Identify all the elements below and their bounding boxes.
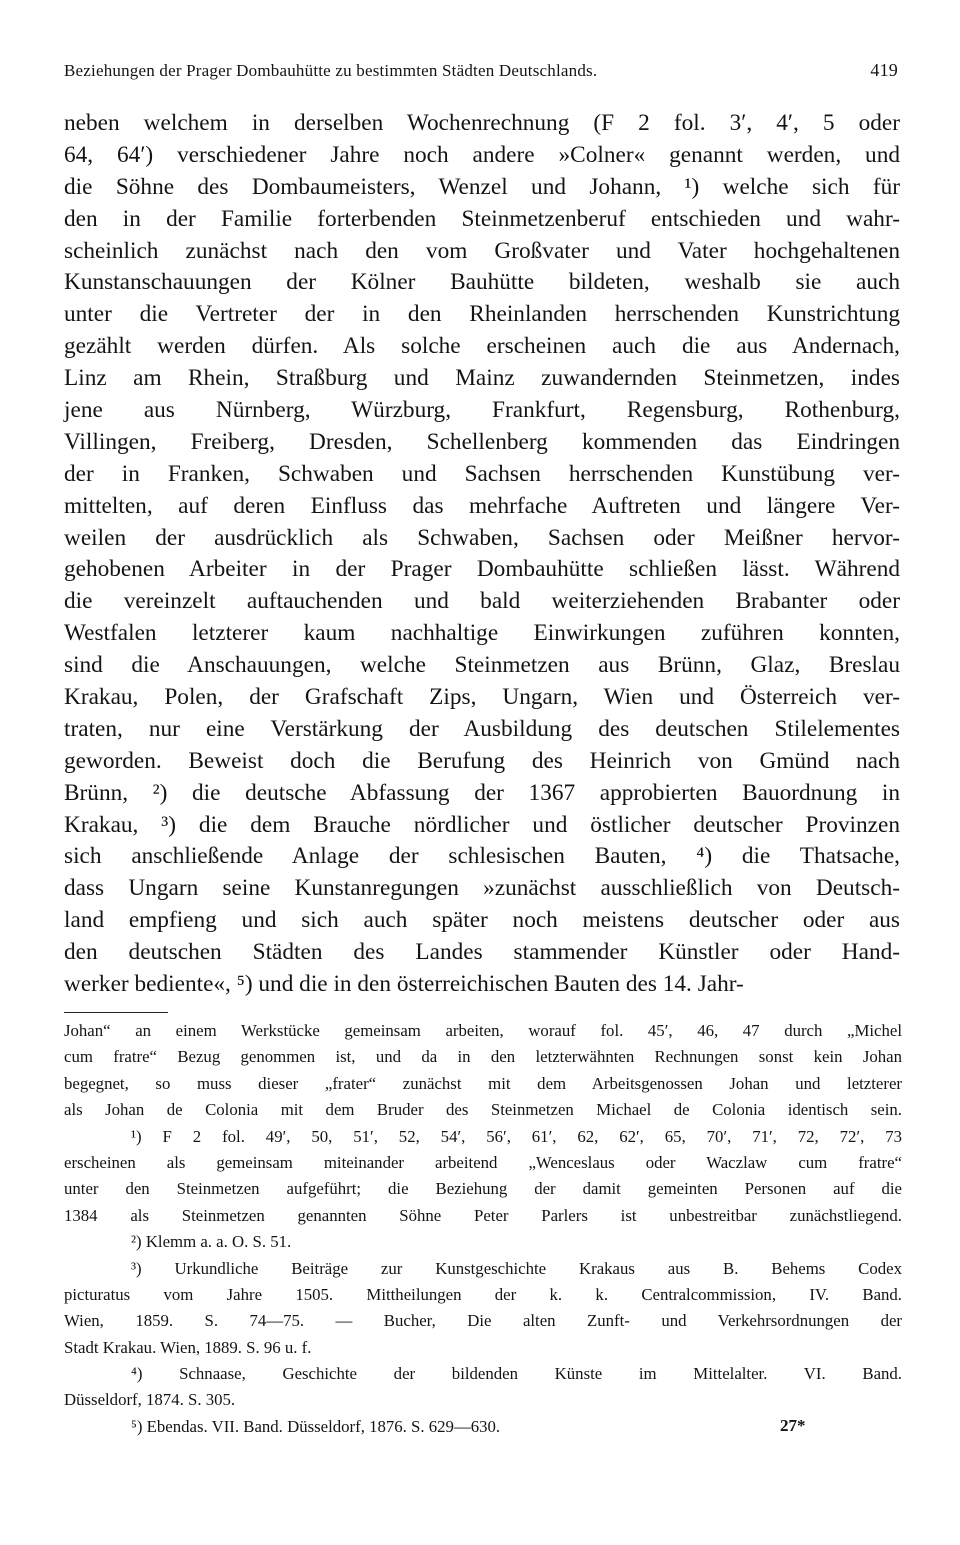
body-line: Kunstanschauungen der Kölner Bauhütte bildeten, weshalb sie auch: [64, 269, 900, 296]
running-title: Beziehungen der Prager Dombauhütte zu bestimmten Städten Deutschlands.: [64, 61, 598, 80]
footnote-line: unter den Steinmetzen aufgeführt; die Beziehung der damit gemeinten Personen auf die: [64, 1179, 902, 1199]
footnote-line: als Johan de Colonia mit dem Bruder des Steinmetzen Michael de Colonia identisch sein.: [64, 1100, 902, 1120]
body-line: gezählt werden dürfen. Als solche erscheinen auch die aus Andernach,: [64, 333, 900, 360]
footnote-line: ⁵) Ebendas. VII. Band. Düsseldorf, 1876. S. 629—630.: [131, 1416, 501, 1436]
body-line: die vereinzelt auftauchenden und bald weiterziehenden Brabanter oder: [64, 588, 900, 615]
body-line: sich anschließende Anlage der schlesischen Bauten, ⁴) die Thatsache,: [64, 843, 900, 870]
footnote-line: cum fratre“ Bezug genommen ist, und da in den letzterwähnten Rechnungen sonst kein Johan: [64, 1047, 902, 1067]
signature-mark: 27*: [780, 1416, 806, 1435]
body-line: Brünn, ²) die deutsche Abfassung der 1367 approbierten Bauordnung in: [64, 779, 900, 806]
body-line: weilen der ausdrücklich als Schwaben, Sachsen oder Meißner hervor-: [64, 524, 900, 551]
body-line: der in Franken, Schwaben und Sachsen herrschenden Kunstübung ver-: [64, 460, 900, 487]
footnote-rule: [64, 1012, 168, 1013]
footnote-line: 1384 als Steinmetzen genannten Söhne Peter Parlers ist unbestreitbar zunächstliegend.: [64, 1205, 902, 1225]
body-line: Villingen, Freiberg, Dresden, Schellenberg kommenden das Eindringen: [64, 428, 900, 455]
body-line: 64, 64′) verschiedener Jahre noch andere »Colner« genannt werden, und: [64, 141, 900, 168]
body-line: traten, nur eine Verstärkung der Ausbildung des deutschen Stilelementes: [64, 715, 900, 742]
footnote-line: ⁴) Schnaase, Geschichte der bildenden Künste im Mittelalter. VI. Band.: [131, 1364, 902, 1384]
body-line: werker bediente«, ⁵) und die in den österreichischen Bauten des 14. Jahr-: [64, 971, 744, 998]
footnote-line: ²) Klemm a. a. O. S. 51.: [131, 1232, 292, 1252]
body-line: neben welchem in derselben Wochenrechnung (F 2 fol. 3′, 4′, 5 oder: [64, 110, 900, 136]
body-line: den deutschen Städten des Landes stammender Künstler oder Hand-: [64, 939, 900, 966]
body-line: Krakau, Polen, der Grafschaft Zips, Ungarn, Wien und Österreich ver-: [64, 684, 900, 711]
body-line: geworden. Beweist doch die Berufung des Heinrich von Gmünd nach: [64, 747, 900, 774]
body-line: unter die Vertreter der in den Rheinlanden herrschenden Kunstrichtung: [64, 301, 900, 328]
body-line: mittelten, auf deren Einfluss das mehrfache Auftreten und längere Ver-: [64, 492, 900, 519]
body-text: [64, 108, 900, 1001]
footnote-line: Stadt Krakau. Wien, 1889. S. 96 u. f.: [64, 1337, 312, 1357]
body-line: gehobenen Arbeiter in der Prager Dombauhütte schließen lässt. Während: [64, 556, 900, 583]
footnote-line: ¹) F 2 fol. 49′, 50, 51′, 52, 54′, 56′, 61′, 62, 62′, 65, 70′, 71′, 72, 72′, 73: [131, 1126, 902, 1146]
body-line: scheinlich zunächst nach den vom Großvater und Vater hochgehaltenen: [64, 237, 900, 264]
body-line: sind die Anschauungen, welche Steinmetzen aus Brünn, Glaz, Breslau: [64, 652, 900, 679]
body-line: Linz am Rhein, Straßburg und Mainz zuwandernden Steinmetzen, indes: [64, 365, 900, 392]
footnote-line: picturatus vom Jahre 1505. Mittheilungen der k. k. Centralcommission, IV. Band.: [64, 1284, 902, 1304]
body-line: dass Ungarn seine Kunstanregungen »zunächst ausschließlich von Deutsch-: [64, 875, 900, 902]
footnote-line: Düsseldorf, 1874. S. 305.: [64, 1390, 236, 1410]
footnotes: [64, 1018, 902, 1440]
body-line: den in der Familie forterbenden Steinmetzenberuf entschieden und wahr-: [64, 205, 900, 232]
body-line: die Söhne des Dombaumeisters, Wenzel und Johann, ¹) welche sich für: [64, 173, 900, 200]
body-line: jene aus Nürnberg, Würzburg, Frankfurt, Regensburg, Rothenburg,: [64, 397, 900, 424]
body-line: Westfalen letzterer kaum nachhaltige Einwirkungen zuführen konnten,: [64, 620, 900, 647]
page-number: 419: [870, 60, 898, 80]
body-line: Krakau, ³) die dem Brauche nördlicher und östlicher deutscher Provinzen: [64, 811, 900, 838]
footnote-line: Johan“ an einem Werkstücke gemeinsam arbeiten, worauf fol. 45′, 46, 47 durch „Michel: [64, 1021, 902, 1040]
body-line: land empfieng und sich auch später noch meistens deutscher oder aus: [64, 907, 900, 934]
footnote-line: begegnet, so muss dieser „frater“ zunächst mit dem Arbeitsgenossen Johan und letzterer: [64, 1073, 902, 1093]
running-head: [64, 60, 898, 90]
footnote-line: ³) Urkundliche Beiträge zur Kunstgeschichte Krakaus aus B. Behems Codex: [131, 1258, 902, 1278]
footnote-line: erscheinen als gemeinsam miteinander arbeitend „Wenceslaus oder Waczlaw cum fratre“: [64, 1152, 902, 1172]
footnote-line: Wien, 1859. S. 74—75. — Bucher, Die alten Zunft- und Verkehrsordnungen der: [64, 1311, 902, 1331]
